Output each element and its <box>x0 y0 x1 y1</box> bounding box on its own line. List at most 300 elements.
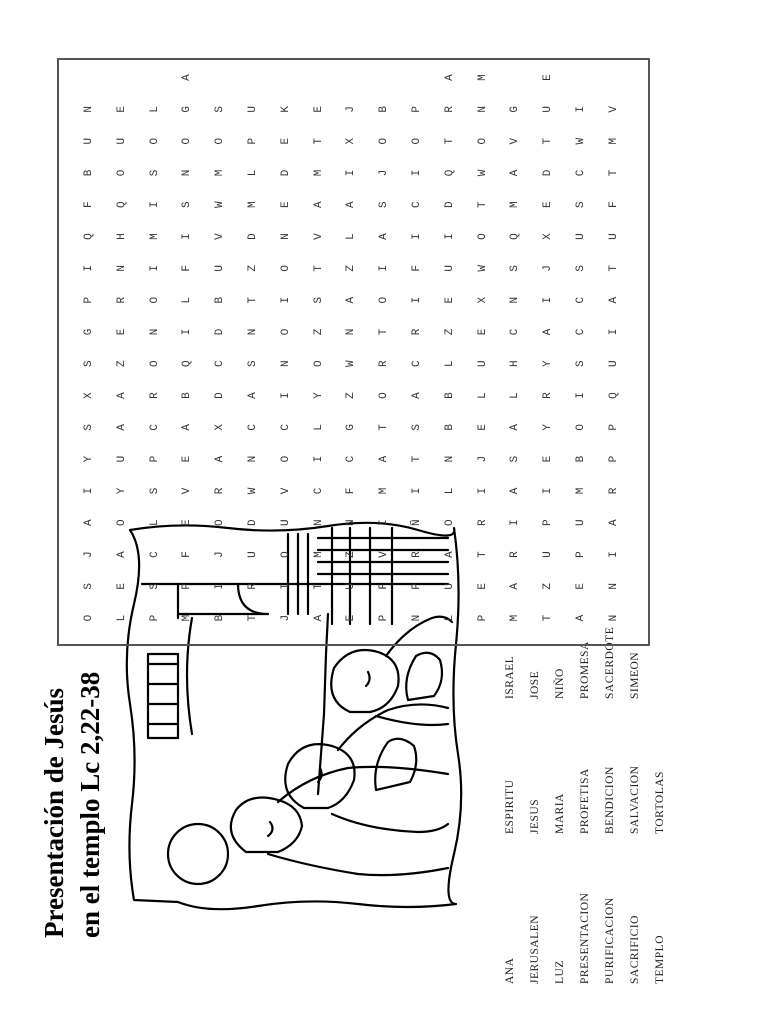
grid-letter: B <box>214 614 227 622</box>
grid-letter: U <box>574 233 587 240</box>
grid-letter: N <box>410 614 423 622</box>
grid-letter: S <box>181 201 194 209</box>
grid-letter: H <box>115 233 128 240</box>
grid-letter: K <box>279 106 292 113</box>
grid-letter: N <box>181 169 194 177</box>
grid-letter: L <box>312 424 325 431</box>
grid-letter: E <box>476 328 489 336</box>
grid-letter: I <box>509 519 522 527</box>
word-list-item: SACRIFICIO <box>629 915 641 984</box>
grid-letter: Z <box>312 328 325 336</box>
grid-letter: T <box>542 614 555 622</box>
grid-letter: O <box>279 455 292 463</box>
grid-letter: N <box>279 233 292 240</box>
grid-letter: L <box>443 487 456 495</box>
grid-letter: Z <box>443 328 456 336</box>
word-list-item: PURIFICACION <box>604 897 616 984</box>
grid-letter: P <box>574 551 587 558</box>
grid-letter: O <box>148 360 161 368</box>
grid-letter: A <box>246 392 259 399</box>
grid-letter: B <box>443 424 456 431</box>
grid-letter: Q <box>115 201 128 209</box>
grid-letter: T <box>312 137 325 145</box>
grid-letter: A <box>509 169 522 177</box>
grid-letter: I <box>279 583 292 590</box>
word-list-item: LUZ <box>554 960 566 984</box>
grid-letter: P <box>83 296 95 304</box>
grid-letter: A <box>181 74 194 81</box>
grid-letter: W <box>476 169 489 177</box>
grid-letter: P <box>542 519 555 527</box>
grid-letter: Q <box>509 233 522 240</box>
grid-letter: A <box>312 201 325 209</box>
grid-letter <box>139 62 172 94</box>
grid-letter: E <box>279 137 292 145</box>
grid-letter: D <box>279 169 292 177</box>
grid-letter: R <box>378 360 391 368</box>
grid-letter: O <box>148 296 161 304</box>
grid-letter: S <box>83 360 95 368</box>
grid-letter: A <box>410 392 423 399</box>
grid-letter: M <box>246 201 259 209</box>
grid-letter: M <box>574 487 587 495</box>
grid-letter: R <box>246 583 259 590</box>
grid-letter: E <box>542 201 555 209</box>
grid-letter: M <box>214 169 227 177</box>
grid-letter: R <box>607 487 620 495</box>
grid-letter: U <box>443 583 456 590</box>
grid-letter: Q <box>181 360 194 368</box>
grid-letter: A <box>542 328 555 336</box>
grid-letter: T <box>378 424 391 431</box>
grid-letter: D <box>246 519 259 527</box>
grid-letter: Y <box>83 455 95 463</box>
grid-letter: C <box>312 487 325 495</box>
grid-letter: G <box>345 424 358 431</box>
grid-letter: P <box>148 455 161 463</box>
grid-letter: S <box>574 265 587 272</box>
grid-letter: D <box>214 392 227 399</box>
grid-letter: I <box>476 487 489 495</box>
grid-letter: I <box>181 233 194 240</box>
grid-letter: D <box>542 169 555 177</box>
grid-letter: L <box>509 392 522 399</box>
grid-letter: U <box>476 360 489 368</box>
grid-letter: U <box>443 265 456 272</box>
grid-letter: O <box>279 328 292 336</box>
grid-letter: A <box>83 519 95 527</box>
grid-letter: C <box>574 296 587 304</box>
grid-letter: T <box>476 551 489 558</box>
grid-letter: V <box>378 551 391 558</box>
grid-letter: C <box>410 360 423 368</box>
grid-letter: T <box>246 296 259 304</box>
grid-letter: I <box>214 583 227 590</box>
grid-letter: E <box>443 296 456 304</box>
grid-letter: I <box>574 106 587 113</box>
grid-letter: F <box>378 583 391 590</box>
grid-letter: U <box>115 455 128 463</box>
word-list-item: ESPIRITU <box>504 779 516 834</box>
grid-letter: T <box>443 137 456 145</box>
grid-letter: I <box>607 551 620 558</box>
grid-letter: R <box>443 106 456 113</box>
grid-letter: I <box>181 328 194 336</box>
grid-letter: J <box>542 265 555 272</box>
grid-letter: M <box>148 233 161 240</box>
grid-letter: Y <box>312 392 325 399</box>
grid-letter: B <box>443 392 456 399</box>
grid-letter: I <box>312 455 325 463</box>
grid-letter: A <box>509 424 522 431</box>
grid-letter: V <box>607 106 620 113</box>
grid-letter: U <box>542 551 555 558</box>
grid-letter: I <box>279 392 292 399</box>
grid-letter: I <box>378 265 391 272</box>
grid-letter: M <box>476 74 489 81</box>
grid-letter: L <box>443 360 456 368</box>
title-line-2: en el templo Lc 2,22-38 <box>75 671 105 938</box>
grid-letter: N <box>443 455 456 463</box>
grid-letter: S <box>574 360 587 368</box>
grid-letter: E <box>279 201 292 209</box>
grid-letter: I <box>542 487 555 495</box>
grid-letter: P <box>410 106 423 113</box>
grid-letter: Q <box>83 233 95 240</box>
word-list-item: TORTOLAS <box>654 771 666 834</box>
grid-letter: X <box>83 392 95 399</box>
grid-letter: U <box>83 137 95 145</box>
grid-letter: R <box>214 487 227 495</box>
grid-letter: N <box>246 455 259 463</box>
grid-letter: Z <box>542 583 555 590</box>
grid-letter: S <box>509 455 522 463</box>
word-list-item: JERUSALEN <box>529 914 541 984</box>
grid-letter <box>106 62 139 94</box>
grid-letter: V <box>279 487 292 495</box>
word-list-item: PRESENTACION <box>579 892 591 984</box>
grid-letter: C <box>279 424 292 431</box>
grid-letter: E <box>574 583 587 590</box>
grid-letter: W <box>476 265 489 272</box>
grid-letter: T <box>378 328 391 336</box>
grid-letter: B <box>378 106 391 113</box>
grid-letter: V <box>509 137 522 145</box>
grid-letter: A <box>378 233 391 240</box>
grid-letter: O <box>214 137 227 145</box>
grid-letter: P <box>181 583 194 590</box>
grid-letter: I <box>148 201 161 209</box>
grid-letter: T <box>312 583 325 590</box>
grid-letter: S <box>246 360 259 368</box>
grid-letter: U <box>246 551 259 558</box>
grid-letter: O <box>181 137 194 145</box>
grid-letter: A <box>312 614 325 622</box>
grid-letter: R <box>148 392 161 399</box>
grid-letter: I <box>148 265 161 272</box>
grid-letter: N <box>115 265 128 272</box>
grid-letter: U <box>607 233 620 240</box>
grid-letter: R <box>542 392 555 399</box>
grid-letter: Y <box>542 360 555 368</box>
grid-letter <box>73 62 106 94</box>
letter-grid <box>73 62 631 634</box>
grid-letter: Z <box>345 392 358 399</box>
grid-letter: Ñ <box>410 519 423 527</box>
grid-letter: X <box>542 233 555 240</box>
grid-letter: U <box>345 583 358 590</box>
grid-letter: B <box>83 169 95 177</box>
grid-letter: V <box>312 233 325 240</box>
word-list-item: ISRAEL <box>504 655 516 699</box>
grid-letter: U <box>279 519 292 527</box>
grid-letter: S <box>378 201 391 209</box>
grid-letter: I <box>410 233 423 240</box>
grid-letter: A <box>378 455 391 463</box>
grid-letter: M <box>509 201 522 209</box>
grid-letter: C <box>410 201 423 209</box>
grid-letter: T <box>542 137 555 145</box>
grid-letter: C <box>246 424 259 431</box>
grid-letter: S <box>574 201 587 209</box>
grid-letter: A <box>115 551 128 558</box>
grid-letter: U <box>542 106 555 113</box>
grid-letter: T <box>312 265 325 272</box>
grid-letter: A <box>443 551 456 558</box>
grid-letter <box>565 62 598 94</box>
grid-letter: Z <box>246 265 259 272</box>
grid-letter: P <box>607 455 620 463</box>
grid-letter: C <box>345 455 358 463</box>
grid-letter <box>335 62 368 94</box>
grid-letter: A <box>115 392 128 399</box>
grid-letter: C <box>574 169 587 177</box>
grid-letter: G <box>181 106 194 113</box>
grid-letter: L <box>181 296 194 304</box>
grid-letter: R <box>509 551 522 558</box>
grid-letter: B <box>214 296 227 304</box>
grid-letter: I <box>410 487 423 495</box>
grid-letter: O <box>115 519 128 527</box>
grid-letter: M <box>312 551 325 558</box>
word-list-item: SALVACION <box>629 765 641 834</box>
grid-letter: O <box>476 137 489 145</box>
grid-letter: M <box>312 169 325 177</box>
grid-letter: S <box>214 106 227 113</box>
grid-letter: I <box>345 169 358 177</box>
grid-letter: M <box>607 137 620 145</box>
grid-letter: T <box>476 201 489 209</box>
grid-letter: W <box>246 487 259 495</box>
grid-letter: C <box>509 328 522 336</box>
word-list-item: PROMESA <box>579 641 591 699</box>
grid-letter: J <box>476 455 489 463</box>
grid-letter: E <box>181 519 194 527</box>
grid-letter: C <box>148 424 161 431</box>
grid-letter: U <box>115 137 128 145</box>
grid-letter: A <box>607 296 620 304</box>
grid-letter: O <box>279 265 292 272</box>
grid-letter: O <box>148 137 161 145</box>
grid-letter: Q <box>607 392 620 399</box>
grid-letter: E <box>345 614 358 622</box>
grid-letter <box>598 62 631 94</box>
grid-letter: E <box>115 106 128 113</box>
grid-letter: C <box>148 551 161 558</box>
grid-letter: I <box>279 296 292 304</box>
grid-letter: L <box>115 614 128 622</box>
word-list-item: BENDICION <box>604 766 616 834</box>
grid-letter: E <box>476 424 489 431</box>
word-list-item: PROFETISA <box>579 768 591 834</box>
word-list-item: MARIA <box>554 793 566 834</box>
grid-letter: U <box>214 265 227 272</box>
grid-letter: F <box>345 487 358 495</box>
grid-letter: V <box>181 487 194 495</box>
grid-letter: S <box>410 424 423 431</box>
grid-letter: C <box>214 360 227 368</box>
grid-letter <box>204 62 237 94</box>
grid-letter: X <box>345 137 358 145</box>
grid-letter: F <box>181 551 194 558</box>
grid-letter: T <box>246 614 259 622</box>
grid-letter: W <box>345 360 358 368</box>
grid-letter: O <box>378 137 391 145</box>
grid-letter: B <box>181 392 194 399</box>
grid-letter: E <box>181 455 194 463</box>
word-list-item: JOSE <box>529 670 541 699</box>
grid-letter: J <box>214 551 227 558</box>
grid-letter: E <box>476 583 489 590</box>
grid-letter: J <box>83 551 95 558</box>
grid-letter: I <box>410 296 423 304</box>
grid-letter: A <box>509 487 522 495</box>
grid-letter: I <box>607 328 620 336</box>
grid-letter: L <box>148 519 161 527</box>
grid-letter: Z <box>345 265 358 272</box>
grid-letter: B <box>574 455 587 463</box>
grid-letter: L <box>246 169 259 177</box>
grid-letter: L <box>345 233 358 240</box>
grid-letter: S <box>148 583 161 590</box>
grid-letter: N <box>83 106 95 113</box>
title-line-1: Presentación de Jesús <box>39 688 69 938</box>
grid-letter: I <box>443 233 456 240</box>
grid-letter: O <box>378 296 391 304</box>
grid-letter: X <box>214 424 227 431</box>
grid-letter: N <box>509 296 522 304</box>
grid-letter: L <box>148 106 161 113</box>
grid-letter: V <box>214 233 227 240</box>
grid-letter: S <box>312 296 325 304</box>
grid-letter: O <box>83 614 95 622</box>
grid-letter: R <box>410 328 423 336</box>
grid-letter: A <box>214 455 227 463</box>
grid-letter: D <box>443 201 456 209</box>
grid-letter <box>499 62 532 94</box>
grid-letter: O <box>115 169 128 177</box>
grid-letter: N <box>345 519 358 527</box>
grid-letter: G <box>509 106 522 113</box>
grid-letter: M <box>181 614 194 622</box>
grid-letter: E <box>542 74 555 81</box>
word-list-item: NIÑO <box>554 668 566 699</box>
grid-letter: U <box>574 519 587 527</box>
grid-letter: S <box>509 265 522 272</box>
grid-letter: O <box>214 519 227 527</box>
grid-letter: E <box>312 106 325 113</box>
grid-letter: P <box>246 137 259 145</box>
grid-letter: L <box>476 392 489 399</box>
grid-letter: D <box>246 233 259 240</box>
grid-letter <box>237 62 270 94</box>
grid-letter: J <box>345 106 358 113</box>
grid-letter: N <box>607 614 620 622</box>
grid-letter: A <box>574 614 587 622</box>
grid-letter: M <box>378 487 391 495</box>
grid-letter: S <box>148 169 161 177</box>
grid-letter: N <box>312 519 325 527</box>
grid-letter: Y <box>542 424 555 431</box>
grid-letter: F <box>181 265 194 272</box>
grid-letter: T <box>607 265 620 272</box>
grid-letter: W <box>574 137 587 145</box>
grid-letter: N <box>607 583 620 590</box>
grid-letter: P <box>476 614 489 622</box>
grid-letter: Y <box>115 487 128 495</box>
word-list-item: SIMEON <box>629 651 641 699</box>
grid-letter: I <box>83 487 95 495</box>
grid-letter: N <box>246 328 259 336</box>
word-search-grid <box>57 58 650 646</box>
grid-letter: I <box>574 392 587 399</box>
grid-letter: F <box>607 201 620 209</box>
word-list-item: ANA <box>504 957 516 984</box>
grid-letter: S <box>83 583 95 590</box>
grid-letter: Q <box>443 169 456 177</box>
grid-letter: N <box>279 360 292 368</box>
grid-letter: D <box>214 328 227 336</box>
grid-letter: N <box>345 328 358 336</box>
word-list-item: JESUS <box>529 798 541 834</box>
grid-letter: G <box>83 328 95 336</box>
grid-letter: A <box>443 74 456 81</box>
grid-letter: X <box>476 296 489 304</box>
grid-letter: O <box>312 360 325 368</box>
grid-letter: I <box>378 519 391 527</box>
grid-letter: O <box>574 424 587 431</box>
grid-letter: M <box>509 614 522 622</box>
grid-letter: R <box>410 551 423 558</box>
grid-letter: E <box>542 455 555 463</box>
grid-letter: I <box>410 169 423 177</box>
grid-letter: A <box>345 201 358 209</box>
grid-letter: S <box>83 424 95 431</box>
grid-letter: P <box>607 424 620 431</box>
grid-letter: I <box>542 296 555 304</box>
grid-letter: Z <box>345 551 358 558</box>
grid-letter: F <box>410 265 423 272</box>
grid-letter: P <box>148 614 161 622</box>
grid-letter: R <box>115 296 128 304</box>
grid-letter: F <box>83 201 95 209</box>
grid-letter <box>303 62 336 94</box>
grid-letter <box>270 62 303 94</box>
grid-letter: A <box>181 424 194 431</box>
grid-letter: O <box>443 519 456 527</box>
grid-letter: U <box>246 106 259 113</box>
grid-letter: O <box>476 233 489 240</box>
